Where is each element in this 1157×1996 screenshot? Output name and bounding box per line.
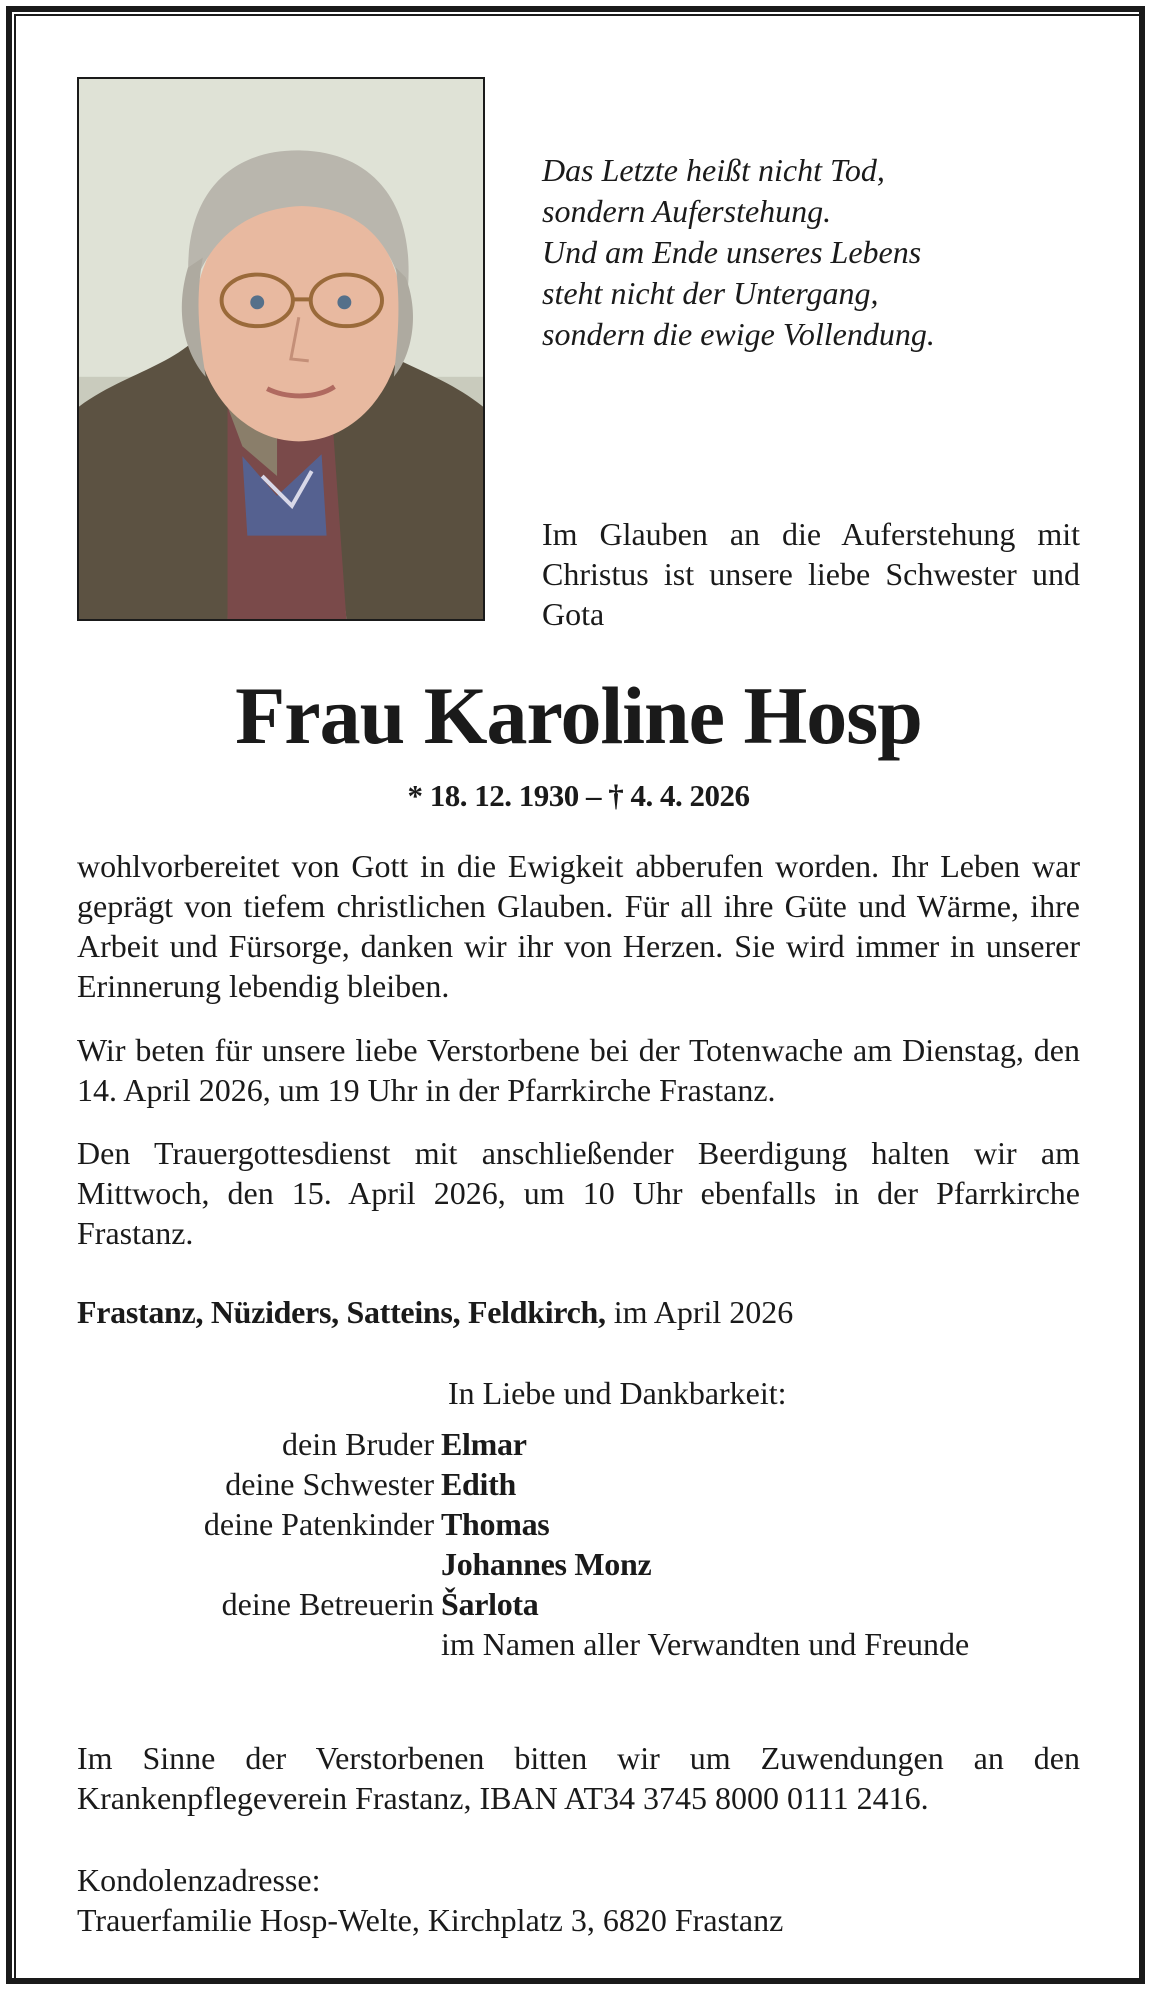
life-dates: * 18. 12. 1930 – † 4. 4. 2026 [407,778,750,813]
signature-row [77,1584,1080,1624]
relation-label: deine Patenkinder [203,1506,434,1542]
signature-row [77,1504,1080,1544]
signer-name: Johannes Monz [441,1546,652,1582]
poem-line: Und am Ende unseres Lebens [542,234,922,270]
signature-list [77,1424,1080,1664]
signature-heading: In Liebe und Dankbarkeit: [448,1375,787,1411]
relation-label: deine Schwester [225,1466,434,1502]
signer-name: Šarlota [441,1586,539,1622]
funeral-paragraph: Den Trauergottesdienst mit anschließender Beerdigung halten wir am Mittwoch, den 15. April 2026, um 10 Uhr ebenfalls in der Pfarrkirche Frastanz. [77,1135,1080,1251]
vigil-paragraph: Wir beten für unsere liebe Verstorbene bei der Totenwache am Dienstag, den 14. April 2026, um 19 Uhr in der Pfarrkirche Frastanz. [77,1032,1080,1108]
signature-row [77,1464,1080,1504]
relation-label [77,1544,441,1584]
condolence-address [77,1860,1080,1940]
relation-label: deine Betreuerin [221,1586,434,1622]
poem-line: sondern Auferstehung. [542,193,832,229]
poem-quote [542,150,1062,355]
signature-row [77,1544,1080,1584]
signer-name: Elmar [441,1426,527,1462]
places-date: im April 2026 [605,1294,794,1330]
portrait-photo [77,77,485,621]
donation-note: Im Sinne der Verstorbenen bitten wir um Zuwendungen an den Krankenpflegeverein Frastanz, IBAN AT34 3745 8000 0111 2416. [77,1740,1080,1816]
signer-name: Thomas [441,1506,550,1542]
signer-name: Edith [441,1466,516,1502]
signature-row [77,1424,1080,1464]
relation-label: dein Bruder [282,1426,434,1462]
deceased-name: Frau Karoline Hosp [235,670,922,761]
poem-line: sondern die ewige Vollendung. [542,316,935,352]
condolence-label: Kondolenzadresse: [77,1862,321,1898]
signature-closing: im Namen aller Verwandten und Freunde [441,1626,970,1662]
condolence-address-line: Trauerfamilie Hosp-Welte, Kirchplatz 3, 6820 Frastanz [77,1902,784,1938]
signature-closing-row [77,1624,1080,1664]
place-date-line [77,1292,1080,1332]
poem-line: steht nicht der Untergang, [542,275,879,311]
poem-line: Das Letzte heißt nicht Tod, [542,152,885,188]
body-paragraph: wohlvorbereitet von Gott in die Ewigkeit abberufen worden. Ihr Leben war geprägt von tiefem christlichen Glauben. Für all ihre Güte und Wärme, ihre Arbeit und Fürsorge, danken wir ihr von Herzen. Sie wird immer in unserer Erinnerung lebendig bleiben. [77,848,1080,1004]
intro-text: Im Glauben an die Auferstehung mit Christus ist unsere liebe Schwester und Gota [542,516,1080,632]
places-names: Frastanz, Nüziders, Satteins, Feldkirch, [77,1294,606,1330]
